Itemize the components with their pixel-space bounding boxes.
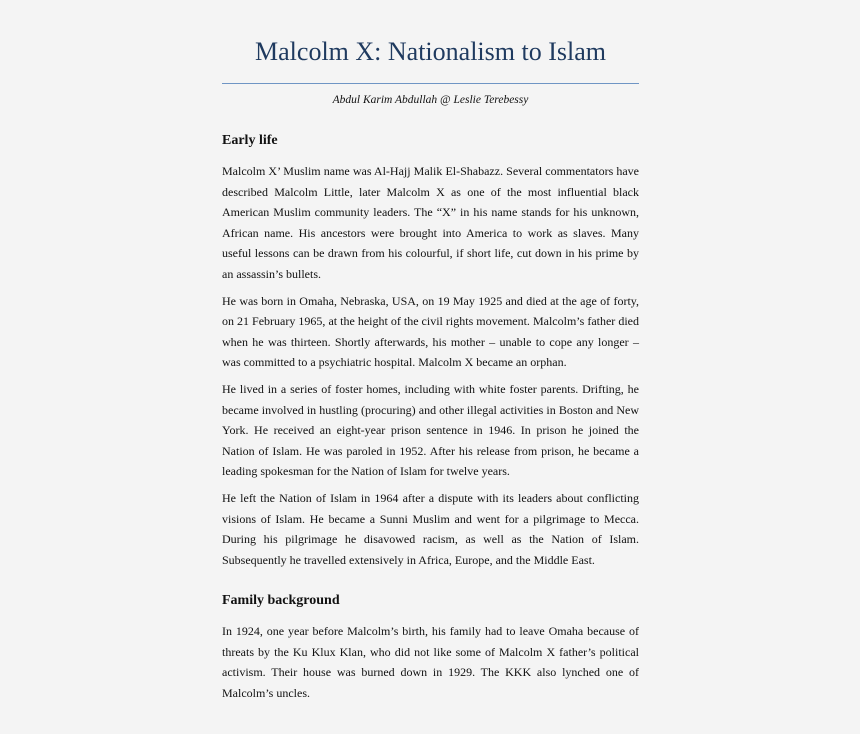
- section-heading-early-life: Early life: [222, 133, 278, 148]
- title-divider: [222, 83, 639, 84]
- paragraph: In 1924, one year before Malcolm’s birth, his family had to leave Omaha because of threats by the Ku Klux Klan, who did not like some of Malcolm X father’s political activism. Their house was burned down in 1929. The KKK also lynched one of Malcolm’s uncles.: [222, 624, 639, 701]
- section-heading-family-background: Family background: [222, 593, 340, 609]
- document-page: [222, 30, 639, 704]
- paragraph: He left the Nation of Islam in 1964 after a dispute with its leaders about conflicting visions of Islam. He became a Sunni Muslim and went for a pilgrimage to Mecca. During his pilgrimage he disavowed racism, as well as the Nation of Islam. Subsequently he travelled extensively in Africa, Europe, and the Middle East.: [222, 490, 639, 567]
- paragraph: He was born in Omaha, Nebraska, USA, on 19 May 1925 and died at the age of forty, on 21 February 1965, at the height of the civil rights movement. Malcolm’s father died when he was thirteen. Shortly afterwards, his mother – unable to cope any longer – was committed to a psychiatric hospital. Malcolm X became an orphan.: [222, 293, 639, 370]
- document-title: Malcolm X: Nationalism to Islam: [255, 37, 606, 66]
- author-line: Abdul Karim Abdullah @ Leslie Terebessy: [332, 94, 529, 106]
- paragraph: He lived in a series of foster homes, including with white foster parents. Drifting, he became involved in hustling (procuring) and other illegal activities in Boston and New York. He received an eight-year prison sentence in 1946. In prison he joined the Nation of Islam. He was paroled in 1952. After his release from prison, he became a leading spokesman for the Nation of Islam for twelve years.: [222, 381, 639, 479]
- paragraph: Malcolm X’ Muslim name was Al-Hajj Malik El-Shabazz. Several commentators have described Malcolm Little, later Malcolm X as one of the most influential black American Muslim community leaders. The “X” in his name stands for his unknown, African name. His ancestors were brought into America to work as slaves. Many useful lessons can be drawn from his colourful, if short life, cut down in his prime by an assassin’s bullets.: [222, 164, 639, 281]
